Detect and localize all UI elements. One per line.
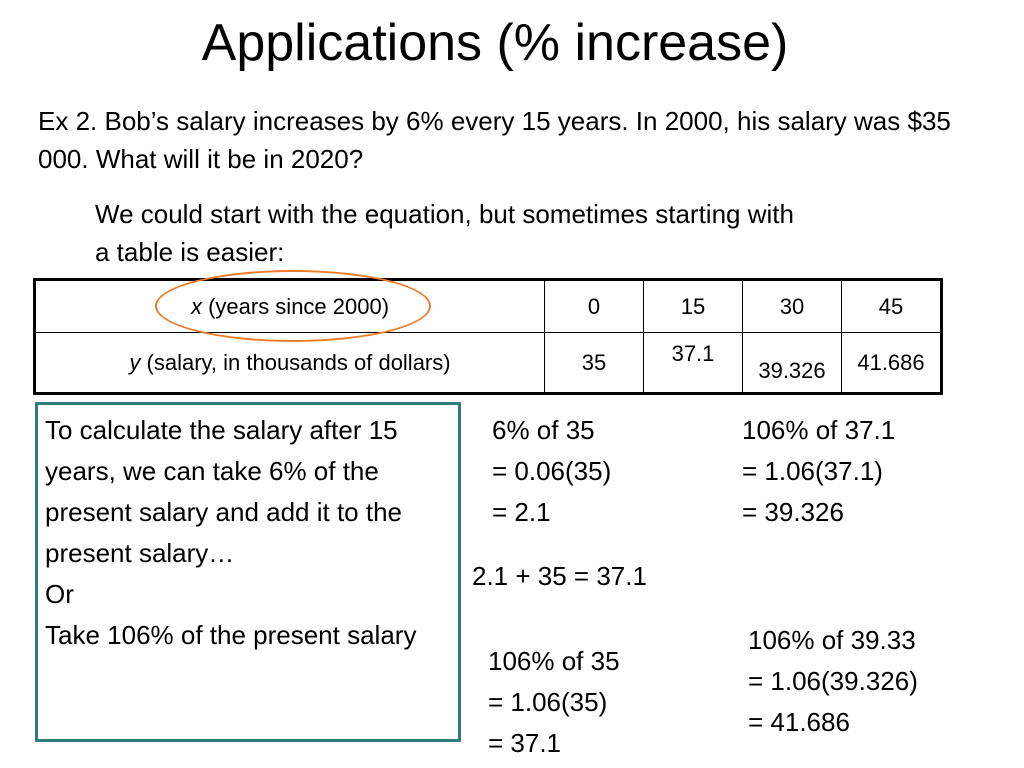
x-value-cell: 15 <box>644 280 743 333</box>
y-variable: y <box>129 349 141 375</box>
step3-calculation <box>748 620 918 743</box>
calc-line: = 0.06(35) <box>492 456 612 486</box>
x-value-cell: 30 <box>743 280 842 333</box>
calc-line: = 37.1 <box>488 728 562 758</box>
calc-line: 6% of 35 <box>492 415 595 445</box>
step2-calculation <box>742 410 895 533</box>
calc-line: = 41.686 <box>748 707 850 737</box>
table-row-x <box>35 280 942 333</box>
salary-table <box>33 278 943 395</box>
y-header-cell <box>35 333 545 394</box>
table-row-y <box>35 333 942 394</box>
x-variable: x <box>190 293 202 319</box>
y-header-label: (salary, in thousands of dollars) <box>140 349 451 375</box>
calc-line: = 1.06(39.326) <box>748 666 918 696</box>
calc-line: = 1.06(35) <box>488 687 608 717</box>
y-value-cell: 35 <box>545 333 644 394</box>
table-intro-text: We could start with the equation, but sometimes starting with a table is easier: <box>95 199 794 267</box>
six-percent-calculation <box>492 410 611 533</box>
x-value-cell: 45 <box>842 280 942 333</box>
explanation-line: Take 106% of the present salary <box>45 620 417 650</box>
calc-line: = 2.1 <box>492 497 551 527</box>
calc-line: 106% of 35 <box>488 646 620 676</box>
calc-line: 106% of 37.1 <box>742 415 896 445</box>
sum-calculation: 2.1 + 35 = 37.1 <box>472 561 647 591</box>
y-value-cell: 41.686 <box>842 333 942 394</box>
y-value-cell: 37.1 <box>644 333 743 394</box>
explanation-text <box>45 410 455 656</box>
x-header-label: (years since 2000) <box>201 293 390 319</box>
calc-line: = 39.326 <box>742 497 844 527</box>
calc-line: 106% of 39.33 <box>748 625 916 655</box>
problem-statement: Ex 2. Bob’s salary increases by 6% every 15 years. In 2000, his salary was $35 000. What will it be in 2020? <box>38 106 951 174</box>
calc-line: = 1.06(37.1) <box>742 456 883 486</box>
explanation-line: Or <box>45 579 74 609</box>
x-value-cell: 0 <box>545 280 644 333</box>
explanation-line: To calculate the salary after 15 years, we can take 6% of the present salary and add it to the present salary… <box>45 415 403 568</box>
step1-calculation <box>488 641 620 764</box>
x-header-cell <box>35 280 545 333</box>
slide-title: Applications (% increase) <box>201 14 789 72</box>
y-value-cell: 39.326 <box>743 333 842 394</box>
